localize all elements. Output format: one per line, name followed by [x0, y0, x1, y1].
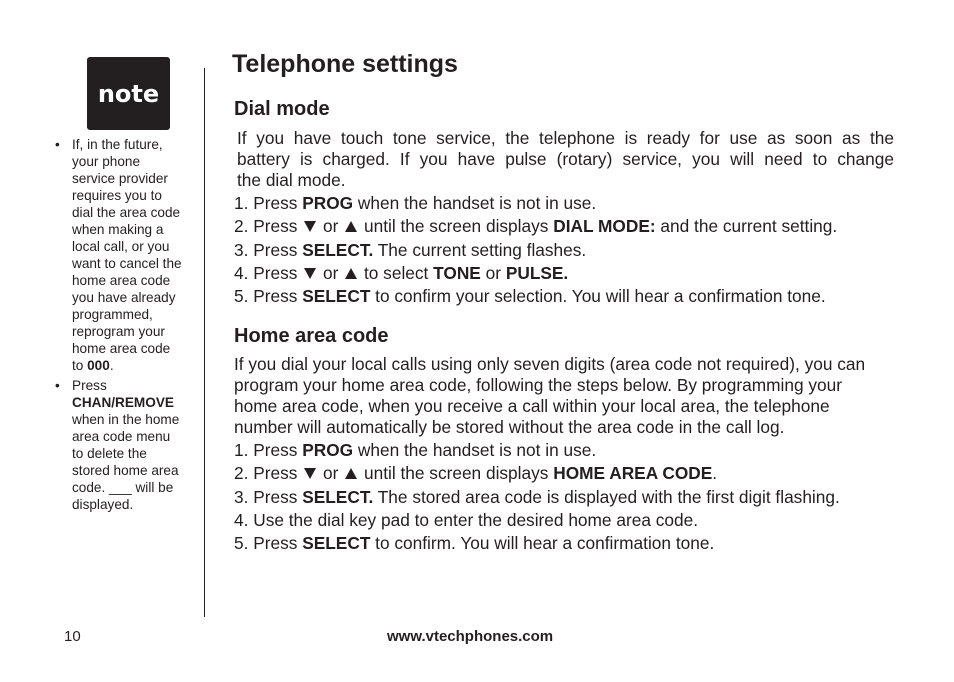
section-heading-home-area-code: Home area code: [234, 325, 389, 347]
up-arrow-icon: [345, 468, 357, 479]
step-item: [234, 193, 837, 216]
paragraph-line: the dial mode.: [237, 170, 346, 190]
step-item: [234, 463, 840, 486]
step-key: SELECT.: [302, 239, 374, 260]
step-text: to confirm. You will hear a confirmation tone.: [370, 533, 715, 554]
paragraph-line: If you have touch tone service, the telephone is ready for use as soon as the: [237, 128, 894, 148]
step-text: The current setting flashes.: [373, 239, 587, 260]
step-text: Press: [253, 533, 303, 554]
step-text: when the handset is not in use.: [353, 193, 597, 213]
step-text: or: [318, 463, 344, 484]
step-number: 5.: [234, 533, 254, 554]
up-arrow-icon: [345, 221, 357, 232]
note-line: your phone: [72, 154, 141, 169]
paragraph-line: home area code, when you receive a call within your local area, the telephone: [234, 396, 830, 416]
step-text: Press: [253, 486, 303, 507]
note-line: If, in the future,: [72, 137, 163, 152]
note-line: want to cancel the: [72, 256, 182, 271]
step-key: PROG: [302, 193, 354, 213]
step-number: 4.: [234, 509, 254, 530]
paragraph-line: battery is charged. If you have pulse (rotary) service, you will need to change: [237, 149, 894, 169]
note-line: requires you to: [72, 188, 162, 203]
down-arrow-icon: [304, 268, 316, 279]
step-key: TONE: [433, 262, 481, 283]
step-number: 1.: [234, 440, 254, 460]
note-line: Press: [72, 378, 107, 393]
step-text: or: [318, 262, 344, 283]
paragraph-line: program your home area code, following the steps below. By programming your: [234, 375, 843, 395]
note-text: .: [109, 358, 114, 373]
bullet-icon: •: [55, 378, 60, 393]
step-item: [234, 286, 837, 309]
note-item-area-code: [55, 136, 200, 374]
note-line: displayed.: [72, 497, 134, 512]
home-area-code-steps: [234, 440, 840, 556]
step-item: [234, 440, 840, 463]
sidebar-notes: [55, 136, 200, 516]
note-line: [72, 357, 200, 374]
step-number: 3.: [234, 239, 254, 260]
note-line: when making a: [72, 222, 164, 237]
step-text: Press: [253, 262, 303, 283]
note-badge: [87, 57, 170, 130]
up-arrow-icon: [345, 268, 357, 279]
step-text: when the handset is not in use.: [353, 440, 597, 460]
step-item: [234, 240, 837, 263]
step-text: or: [318, 216, 344, 237]
note-text: to: [72, 358, 88, 373]
home-area-code-intro: [234, 354, 899, 438]
step-text: Press: [253, 239, 303, 260]
note-line: you have already: [72, 290, 176, 305]
step-text: Press: [253, 286, 303, 307]
step-number: 3.: [234, 486, 254, 507]
step-number: 4.: [234, 262, 254, 283]
note-bold-code: 000: [87, 358, 110, 373]
page-number: 10: [64, 628, 81, 645]
step-text: until the screen displays: [359, 463, 554, 484]
step-text: or: [480, 262, 506, 283]
note-line: local call, or you: [72, 239, 170, 254]
step-text: Use the dial key pad to enter the desired home area code.: [253, 509, 699, 530]
step-key: DIAL MODE:: [553, 216, 656, 237]
note-line: programmed,: [72, 307, 153, 322]
note-item-delete: [55, 377, 200, 513]
vertical-divider: [204, 68, 205, 617]
note-line: dial the area code: [72, 205, 181, 220]
step-text: and the current setting.: [655, 216, 838, 237]
dial-mode-steps: [234, 193, 837, 309]
step-text: Press: [253, 463, 303, 484]
step-key: SELECT: [302, 286, 371, 307]
step-key: HOME AREA CODE: [553, 463, 713, 484]
step-number: 5.: [234, 286, 254, 307]
step-text: Press: [253, 440, 303, 460]
step-key: SELECT.: [302, 486, 374, 507]
paragraph-line: number will automatically be stored without the area code in the call log.: [234, 417, 785, 437]
down-arrow-icon: [304, 468, 316, 479]
paragraph-line: If you dial your local calls using only seven digits (area code not required), you can: [234, 354, 866, 374]
step-text: Press: [253, 216, 303, 237]
step-item: [234, 533, 840, 556]
note-line: code. ___ will be: [72, 480, 174, 495]
note-bold-key: CHAN/REMOVE: [72, 395, 174, 410]
step-text: until the screen displays: [359, 216, 554, 237]
step-number: 2.: [234, 216, 254, 237]
step-number: 1.: [234, 193, 254, 213]
note-label: note: [97, 79, 160, 108]
section-heading-dial-mode: Dial mode: [234, 98, 330, 120]
step-text: Press: [253, 193, 303, 213]
step-key: PROG: [302, 440, 354, 460]
down-arrow-icon: [304, 221, 316, 232]
note-line: to delete the: [72, 446, 147, 461]
step-text: The stored area code is displayed with the first digit flashing.: [373, 486, 840, 507]
step-text: to select: [359, 262, 434, 283]
step-item: [234, 510, 840, 533]
note-line: home area code: [72, 273, 171, 288]
note-line: when in the home: [72, 412, 180, 427]
step-key: SELECT: [302, 533, 371, 554]
note-line: service provider: [72, 171, 168, 186]
note-line: stored home area: [72, 463, 179, 478]
step-number: 2.: [234, 463, 254, 484]
step-text: .: [712, 463, 718, 484]
note-line: reprogram your: [72, 324, 165, 339]
step-item: [234, 216, 837, 239]
note-line: area code menu: [72, 429, 171, 444]
step-key: PULSE.: [505, 262, 569, 283]
note-line: home area code: [72, 341, 171, 356]
dial-mode-intro: [237, 128, 894, 191]
step-item: [234, 263, 837, 286]
step-text: to confirm your selection. You will hear a confirmation tone.: [370, 286, 826, 307]
page-title: Telephone settings: [232, 50, 458, 78]
step-item: [234, 487, 840, 510]
bullet-icon: •: [55, 137, 60, 152]
footer-url[interactable]: www.vtechphones.com: [387, 628, 554, 645]
